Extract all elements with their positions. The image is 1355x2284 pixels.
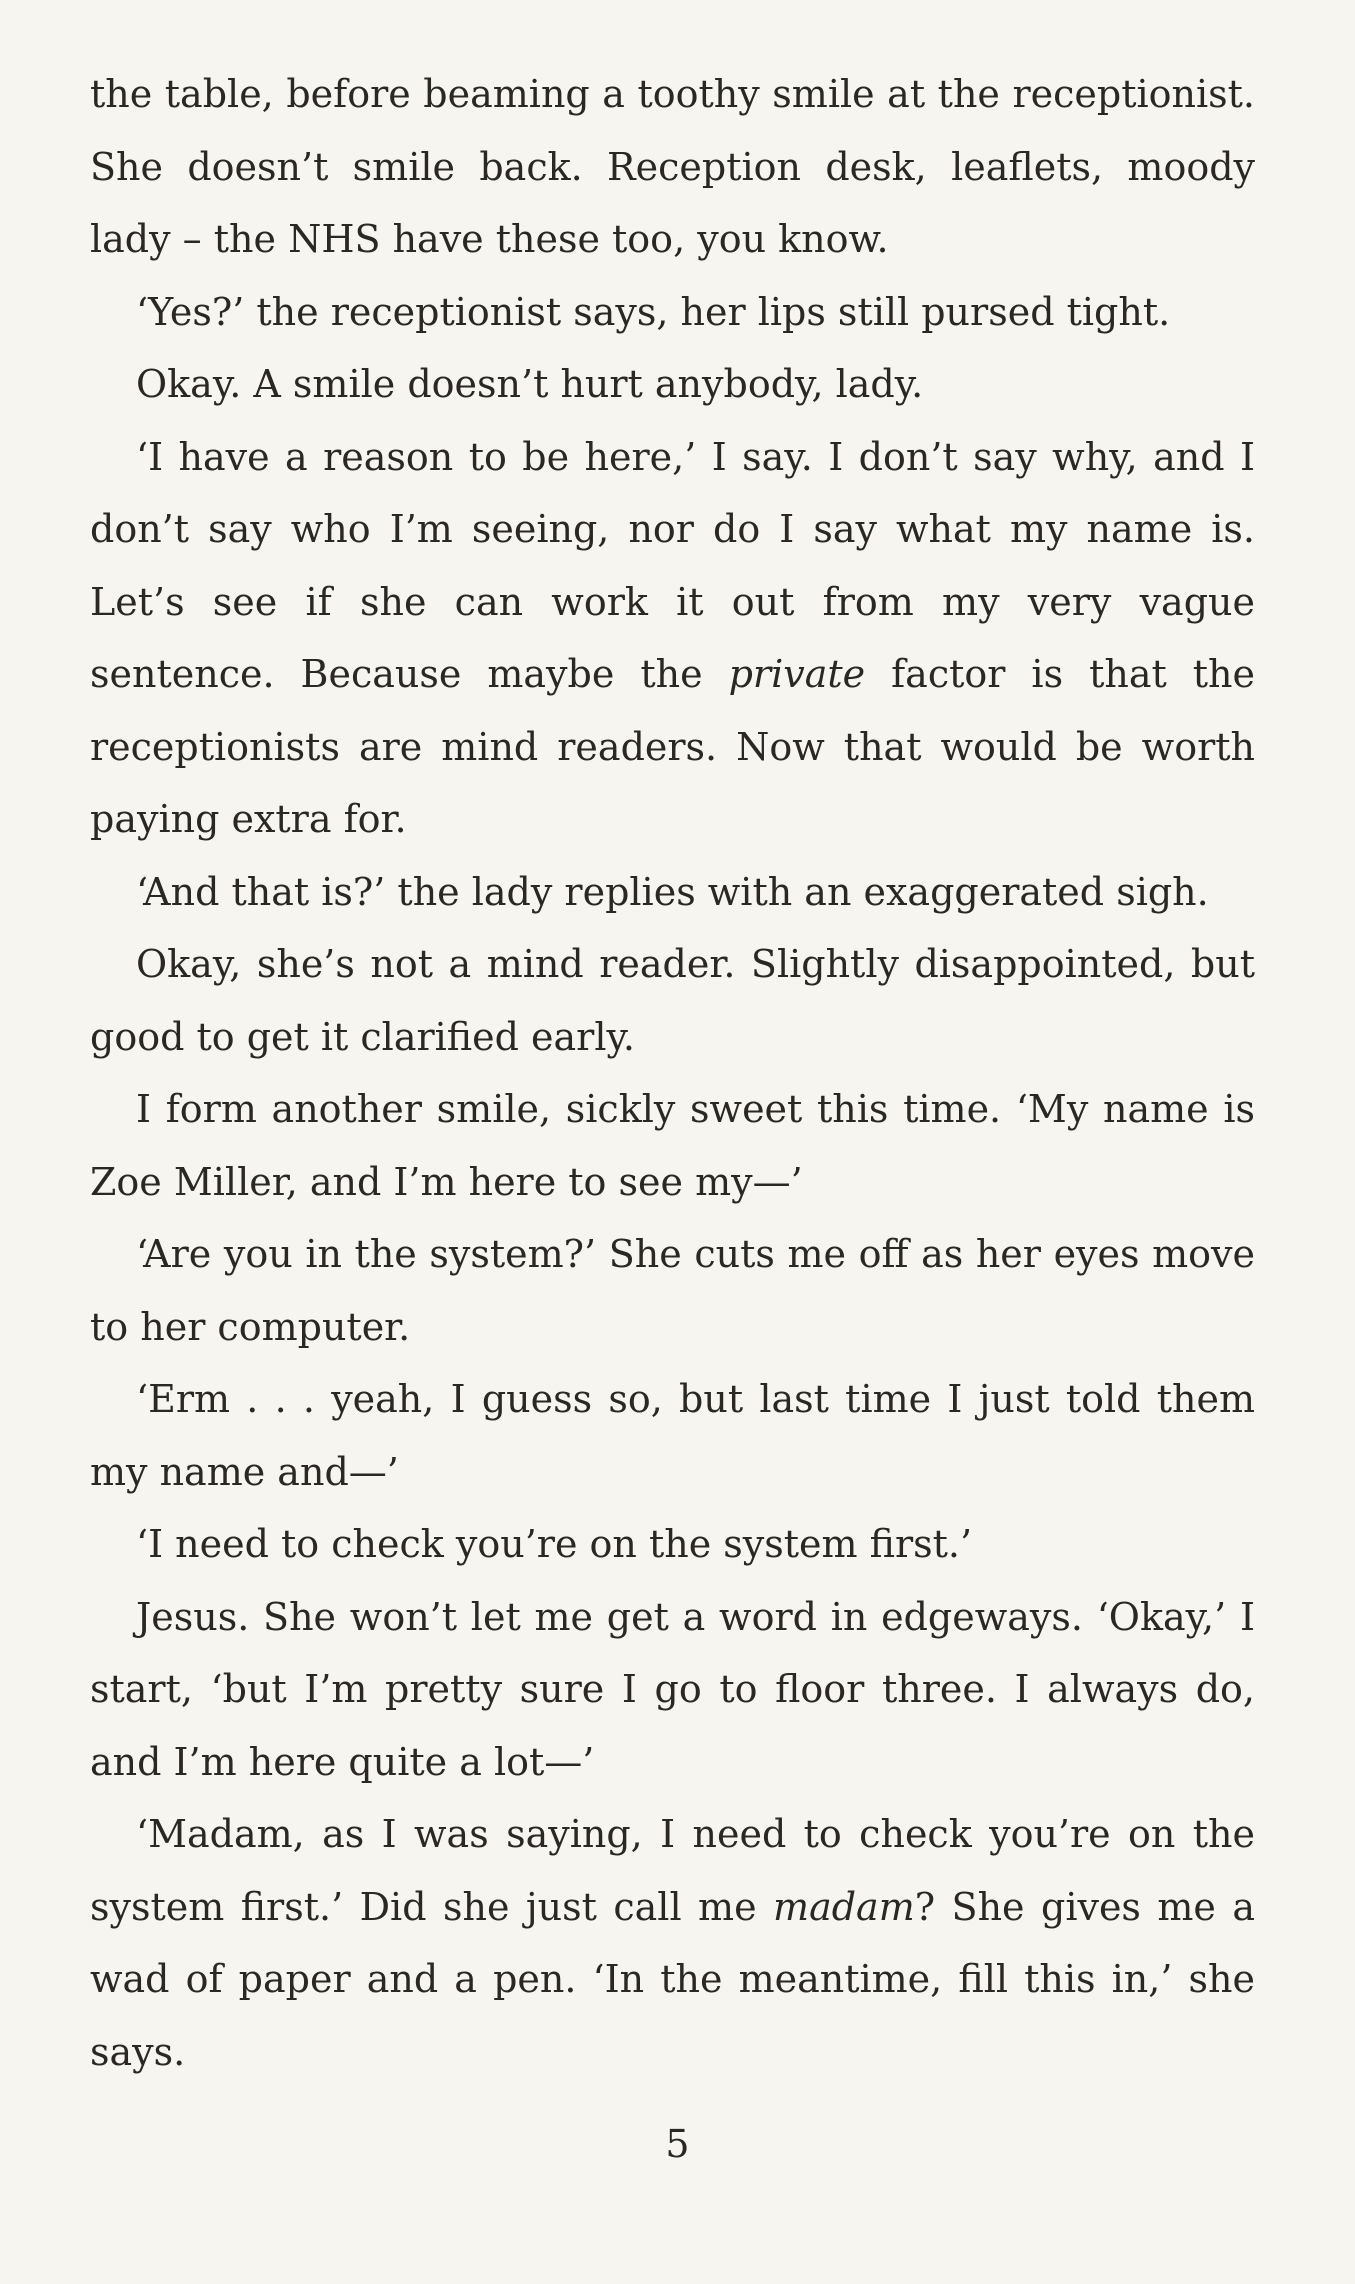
italic-text-run: madam [773,1884,915,1929]
text-run: ‘Yes?’ the receptionist says, her lips still pursed tight. [136,289,1171,334]
paragraph [90,856,1255,929]
text-run: ‘Erm . . . yeah, I guess so, but last time I just told them my name and—’ [90,1377,1255,1494]
text-run: ‘And that is?’ the lady replies with an exaggerated sigh. [136,869,1209,914]
text-run: ‘I have a reason to be here,’ I say. I don’t say why, and I don’t say who I’m seeing, nor do I say what my name is. Let’s see if she can work it out from my very vague sentence. Because maybe the [90,434,1255,696]
italic-text-run: private [728,652,866,696]
text-run: Okay, she’s not a mind reader. Slightly disappointed, but good to get it clarified early. [90,942,1255,1059]
paragraph [90,1363,1255,1508]
paragraph [90,1508,1255,1581]
text-run: the table, before beaming a toothy smile at the receptionist. She doesn’t smile back. Reception desk, leaflets, moody lady – the NHS have these too, you know. [90,72,1255,261]
paragraph [90,1798,1255,2088]
paragraph [90,1581,1255,1799]
text-run: Jesus. She won’t let me get a word in edgeways. ‘Okay,’ I start, ‘but I’m pretty sure I go to floor three. I always do, and I’m here quite a lot—’ [90,1594,1255,1784]
text-run: Okay. A smile doesn’t hurt anybody, lady. [136,362,924,406]
paragraph [90,348,1255,421]
text-run: ? She gives me a wad of paper and a pen. ‘In the meantime, fill this in,’ she says. [90,1884,1255,2074]
text-run: ‘I need to check you’re on the system first.’ [136,1522,973,1566]
paragraph [90,421,1255,856]
text-run: ‘Madam, as I was saying, I need to check you’re on the system first.’ Did she just call me [90,1812,1255,1929]
page-number: 5 [665,2122,690,2166]
text-run: factor is that the receptionists are mind readers. Now that would be worth paying extra for. [90,652,1255,841]
text-run: I form another smile, sickly sweet this time. ‘My name is Zoe Miller, and I’m here to see my—’ [90,1087,1255,1204]
paragraph [90,1218,1255,1363]
paragraph [90,276,1255,349]
text-run: ‘Are you in the system?’ She cuts me off as her eyes move to her computer. [90,1232,1255,1349]
paragraph [90,928,1255,1073]
paragraph [90,1073,1255,1218]
body-text [90,58,1255,2088]
paragraph [90,58,1255,276]
